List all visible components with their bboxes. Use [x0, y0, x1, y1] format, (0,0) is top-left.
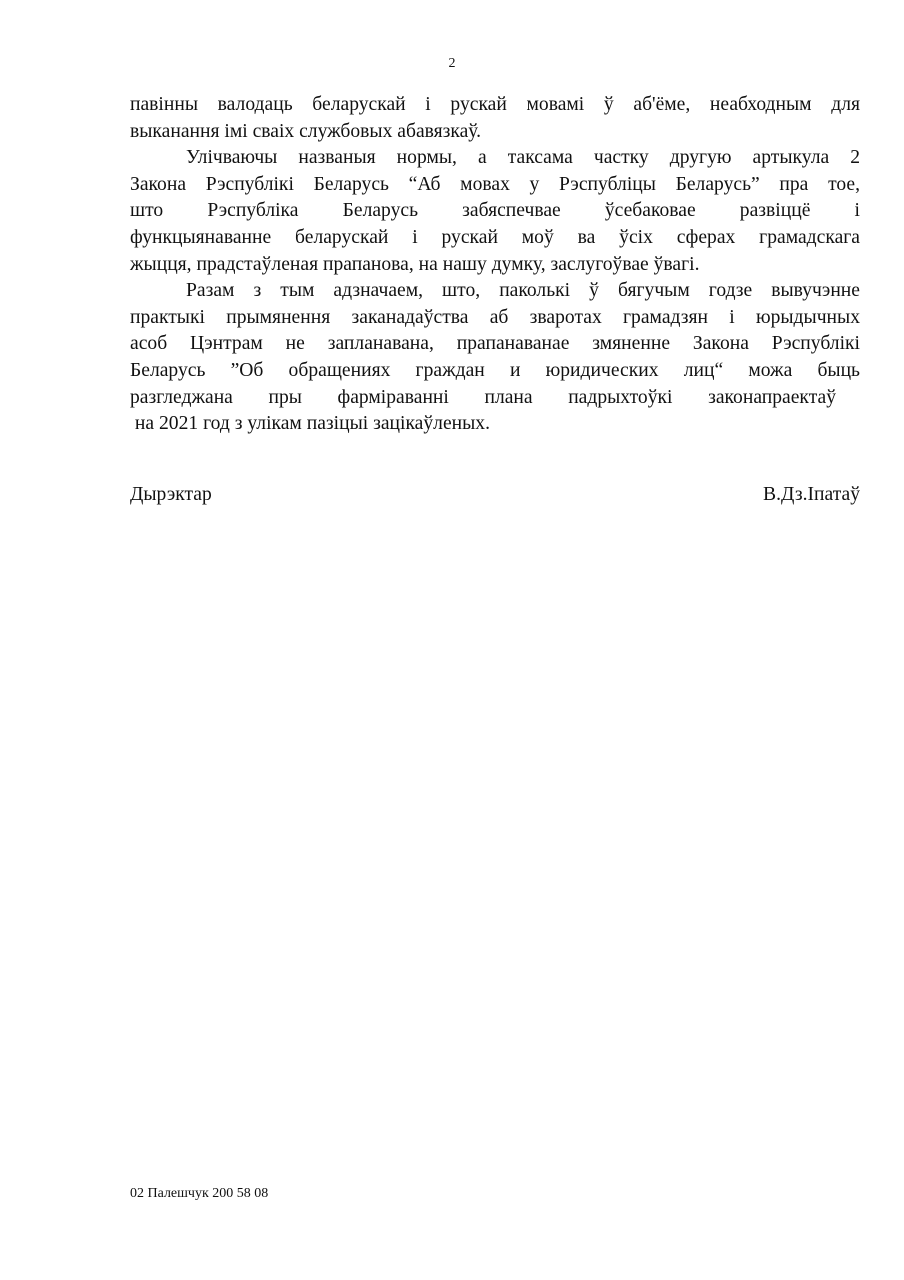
paragraph-3-line-6: на 2021 год з улікам пазіцыі зацікаўленых.: [130, 413, 490, 435]
paragraph-1: [130, 92, 860, 145]
paragraph-3: [130, 278, 860, 438]
letter-body: [130, 92, 860, 438]
paragraph-3-line-2: практыкі прымянення заканадаўства аб зваротах грамадзян і юрыдычных: [130, 306, 860, 328]
paragraph-2-line-5: жыцця, прадстаўленая прапанова, на нашу думку, заслугоўвае ўвагі.: [130, 253, 700, 275]
paragraph-3-line-4: Беларусь ”Об обращениях граждан и юридических лиц“ можа быць: [130, 359, 860, 381]
paragraph-2-line-4: функцыянаванне беларускай і рускай моў ва ўсіх сферах грамадскага: [130, 226, 860, 248]
signature-block: [130, 482, 860, 508]
paragraph-3-line-5: разгледжана пры фарміраванні плана падрыхтоўкі законапраектаў: [130, 386, 836, 408]
signer-position: Дырэктар: [130, 484, 212, 505]
paragraph-3-line-3: асоб Цэнтрам не запланавана, прапанаванае змяненне Закона Рэспублікі: [130, 333, 860, 355]
paragraph-2-line-3: што Рэспубліка Беларусь забяспечвае ўсебаковае развіццё і: [130, 200, 860, 222]
paragraph-2-line-2: Закона Рэспублікі Беларусь “Аб мовах у Рэспубліцы Беларусь” пра тое,: [130, 173, 860, 195]
page-number: 2: [448, 56, 456, 71]
paragraph-1-line-2: выканання імі сваіх службовых абавязкаў.: [130, 120, 482, 142]
paragraph-1-line-1: павінны валодаць беларускай і рускай мовамі ў аб'ёме, неабходным для: [130, 94, 860, 115]
signer-name: В.Дз.Іпатаў: [763, 484, 860, 505]
paragraph-2: [130, 145, 860, 278]
paragraph-2-line-1: Улічваючы названыя нормы, а таксама частку другую артыкула 2: [186, 147, 860, 169]
executor-note: 02 Палешчук 200 58 08: [130, 1186, 269, 1201]
paragraph-3-line-1: Разам з тым адзначаем, што, паколькі ў бягучым годзе вывучэнне: [186, 280, 860, 302]
